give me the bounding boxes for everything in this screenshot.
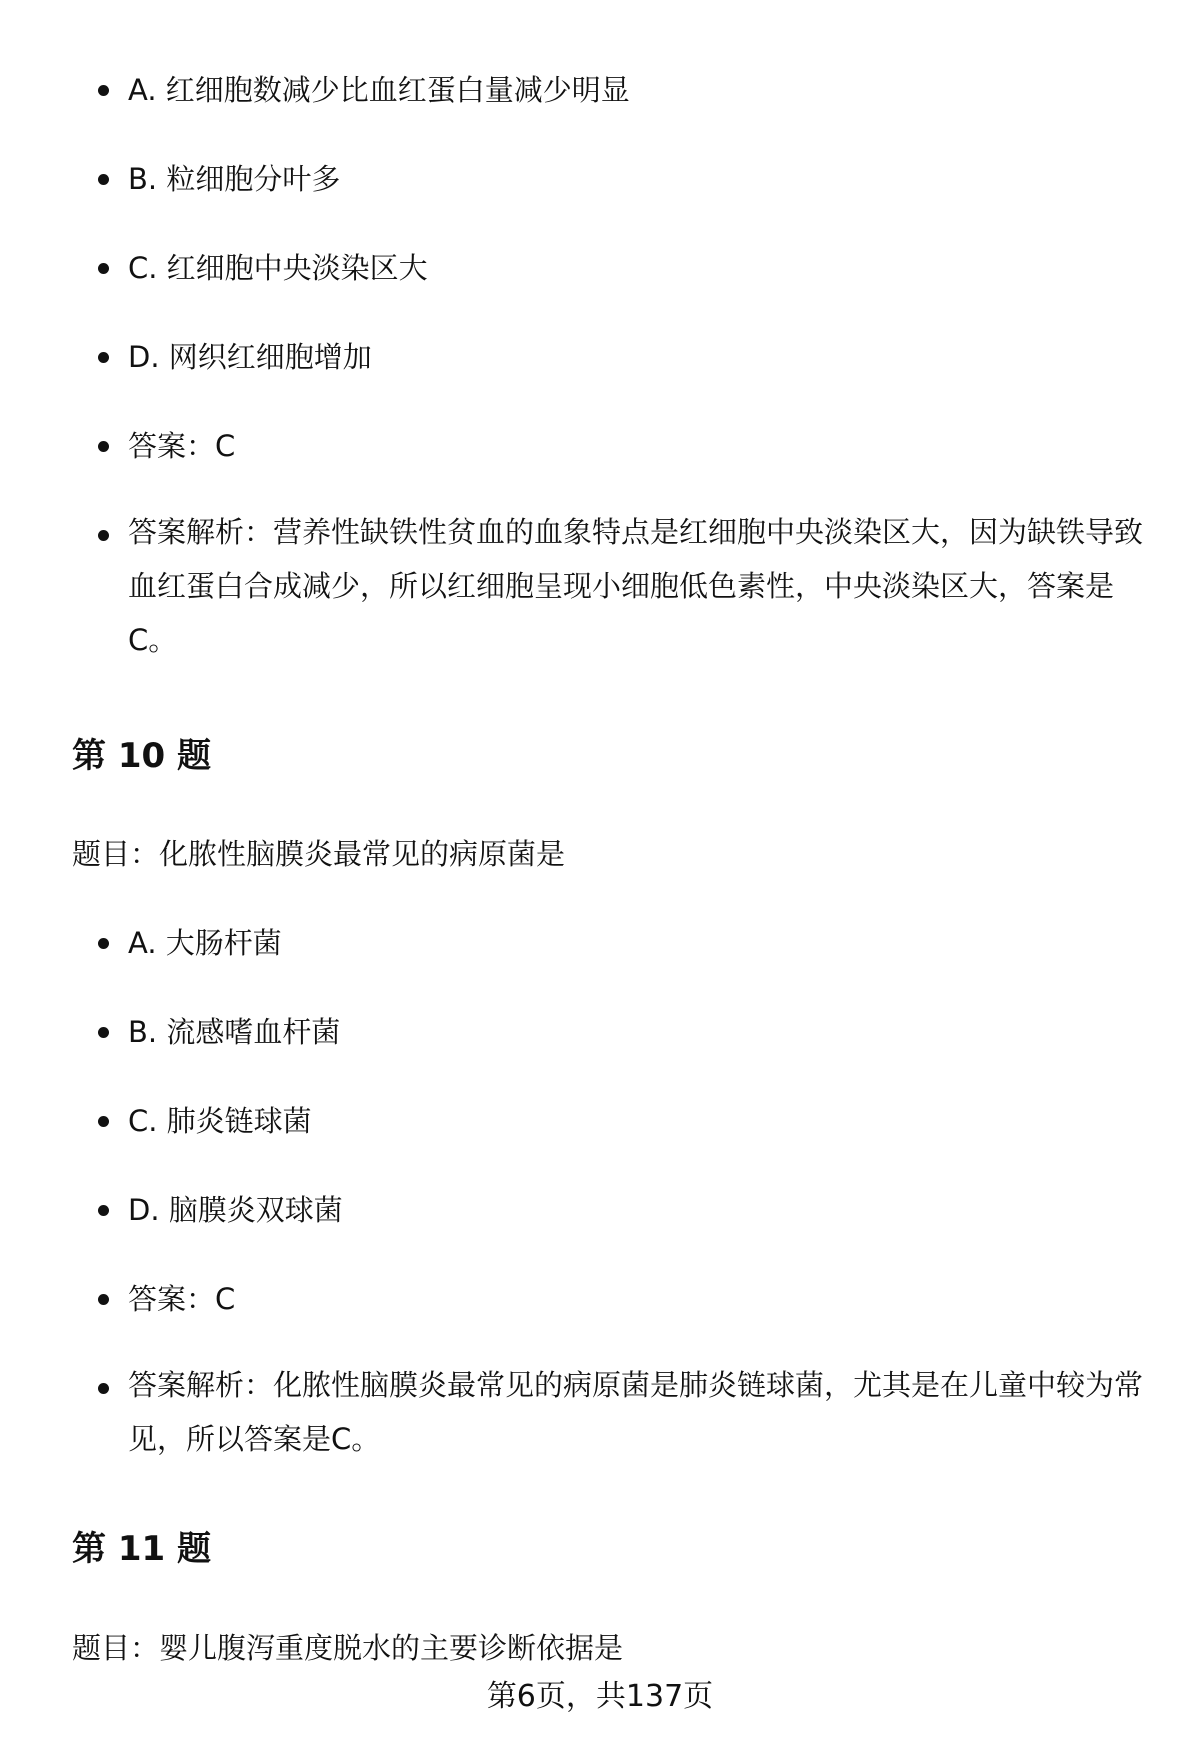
question-11-stem: 题目：婴儿腹泻重度脱水的主要诊断依据是 [72,1631,624,1665]
option-a: A. 大肠杆菌 [72,913,1152,973]
option-a: A. 红细胞数减少比血红蛋白量减少明显 [72,60,1152,120]
option-d: D. 网织红细胞增加 [72,327,1152,387]
answer: 答案：C [72,1269,1152,1329]
answer-explanation: 答案解析：营养性缺铁性贫血的血象特点是红细胞中央淡染区大，因为缺铁导致血红蛋白合成减少，所以红细胞呈现小细胞低色素性，中央淡染区大，答案是C。 [72,505,1152,667]
question-10-block [72,913,1152,1495]
page-number-footer: 第6页，共137页 [486,1679,714,1714]
answer-explanation: 答案解析：化脓性脑膜炎最常见的病原菌是肺炎链球菌，尤其是在儿童中较为常见，所以答案是C。 [72,1358,1152,1466]
option-d: D. 脑膜炎双球菌 [72,1180,1152,1240]
question-10-heading: 第 10 题 [72,736,211,776]
option-c: C. 肺炎链球菌 [72,1091,1152,1151]
answer: 答案：C [72,416,1152,476]
option-b: B. 粒细胞分叶多 [72,149,1152,209]
question-9-block [72,60,1152,696]
question-10-options [72,913,1152,1466]
option-b: B. 流感嗜血杆菌 [72,1002,1152,1062]
option-c: C. 红细胞中央淡染区大 [72,238,1152,298]
question-10-stem: 题目：化脓性脑膜炎最常见的病原菌是 [72,837,566,871]
question-9-options [72,60,1152,667]
question-11-heading: 第 11 题 [72,1529,211,1569]
